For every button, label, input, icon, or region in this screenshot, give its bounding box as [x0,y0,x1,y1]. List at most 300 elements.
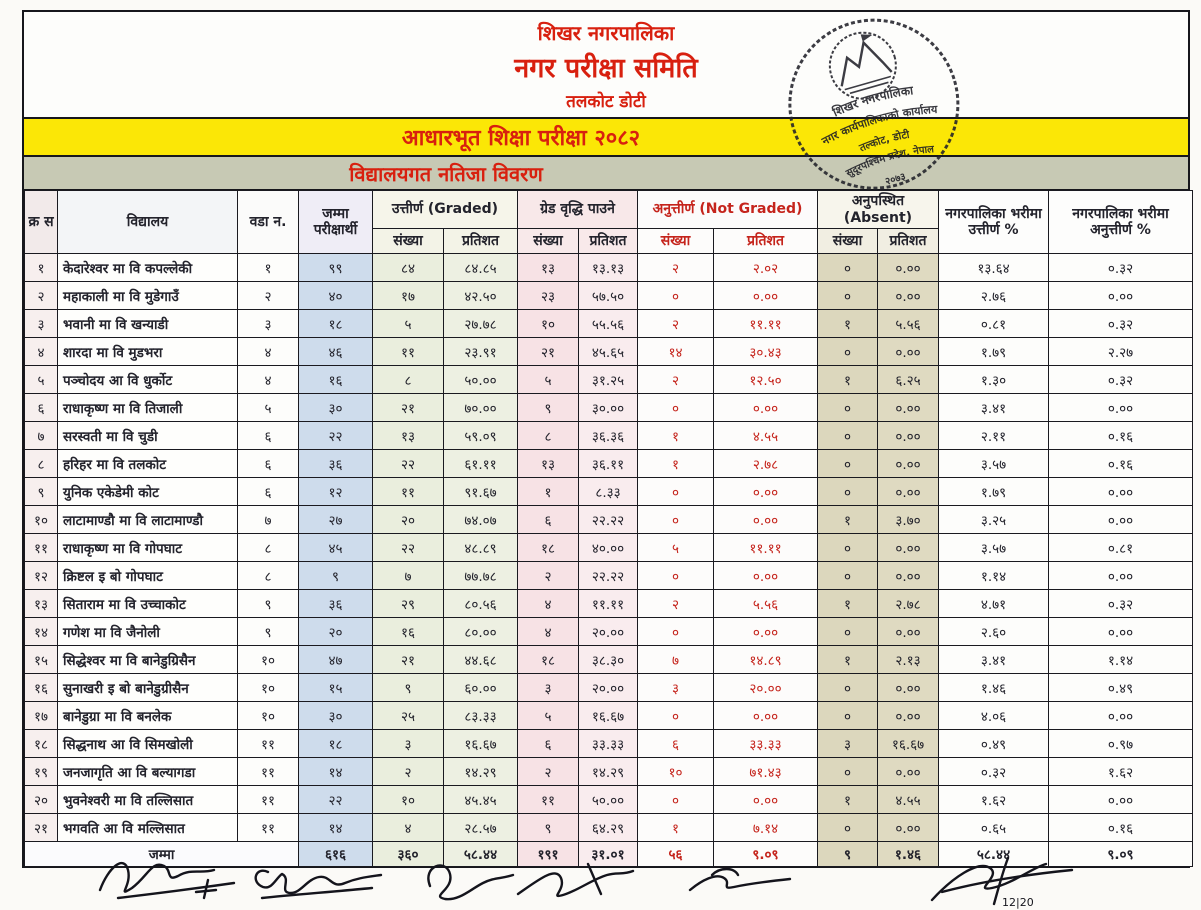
cell: १० [518,310,579,338]
cell: ०.०० [1049,702,1193,730]
cell: १३ [373,422,444,450]
cell: ८४ [373,254,444,282]
cell: २.७८ [714,450,818,478]
cell: २.१३ [878,646,939,674]
cell: २ [638,366,714,394]
cell: २.०२ [714,254,818,282]
cell: १८ [299,730,373,758]
signature-3 [428,865,513,899]
cell: १४.२९ [579,758,638,786]
cell: १६ [373,618,444,646]
cell: ० [638,562,714,590]
cell: २७ [299,506,373,534]
cell: ६ [238,450,299,478]
cell: २०.०० [579,674,638,702]
cell: ३१.२५ [579,366,638,394]
cell: २०.०० [579,618,638,646]
cell: ७ [638,646,714,674]
cell: १३.१३ [579,254,638,282]
cell: ८ [238,562,299,590]
cell: ३३.३३ [714,730,818,758]
cell: १ [818,366,878,394]
cell: भगवति आ वि मल्लिसात [58,814,238,842]
cell: ३.५७ [939,534,1049,562]
cell: ०.०० [714,702,818,730]
cell: ५७.५० [579,282,638,310]
seal-line3: तल्कोट, डोटी [857,128,911,155]
cell: ०.१६ [1049,450,1193,478]
cell: २०.०० [714,674,818,702]
cell: ०.६५ [939,814,1049,842]
table-row [25,254,1193,282]
cell: १.६२ [939,786,1049,814]
cell: ०.०० [878,534,939,562]
cell: १.४६ [939,674,1049,702]
cell: १.३० [939,366,1049,394]
cell: ५०.०० [579,786,638,814]
subheader-graded-count: संख्या [373,229,444,254]
table-row [25,282,1193,310]
cell: सरस्वती मा वि चुडी [58,422,238,450]
cell: २ [25,282,58,310]
table-row [25,366,1193,394]
cell: ०.०० [878,254,939,282]
cell: ० [638,394,714,422]
table-row [25,674,1193,702]
cell: १३ [518,450,579,478]
cell: १ [818,786,878,814]
subheader-absent-count: संख्या [818,229,878,254]
cell: २२ [299,422,373,450]
cell: १४ [299,758,373,786]
cell: ५ [25,366,58,394]
cell: ६ [638,730,714,758]
cell: बानेडुग्रा मा वि बनलेक [58,702,238,730]
cell: १० [373,786,444,814]
cell: २७.७८ [444,310,518,338]
cell: २१ [373,646,444,674]
cell: ३६ [299,590,373,618]
cell: ११ [238,730,299,758]
cell: ० [818,450,878,478]
cell: २ [638,590,714,618]
cell: ०.०० [878,814,939,842]
cell: ८०.०० [444,618,518,646]
subheader-notgraded-count: संख्या [638,229,714,254]
total-cell: ५८.४४ [444,842,518,867]
total-cell: ५६ [638,842,714,867]
cell: २२ [299,786,373,814]
cell: ०.३२ [1049,254,1193,282]
cell: ३६.११ [579,450,638,478]
cell: राधाकृष्ण मा वि तिजाली [58,394,238,422]
results-tbody [25,254,1193,867]
cell: ०.०० [878,422,939,450]
cell: ५०.०० [444,366,518,394]
cell: ०.८१ [939,310,1049,338]
cell: ०.०० [878,702,939,730]
cell: ०.०० [1049,506,1193,534]
cell: २ [638,254,714,282]
cell: १४ [638,338,714,366]
col-header-muni-fail: नगरपालिका भरीमा अनुत्तीर्ण % [1049,191,1193,254]
cell: १६ [299,366,373,394]
cell: ०.०० [714,562,818,590]
total-cell: ९.०९ [1049,842,1193,867]
cell: २१ [25,814,58,842]
cell: १८ [299,310,373,338]
total-cell: ३१.०१ [579,842,638,867]
cell: ३.५७ [939,450,1049,478]
cell: १५ [299,674,373,702]
cell: क्रिष्टल इ बो गोपघाट [58,562,238,590]
result-banner-text: विद्यालयगत नतिजा विवरण [349,161,543,186]
cell: ०.०० [714,506,818,534]
cell: ०.०० [878,282,939,310]
cell: १६ [25,674,58,702]
cell: ११ [518,786,579,814]
subheader-notgraded-percent: प्रतिशत [714,229,818,254]
result-banner [24,157,1188,191]
cell: ११.११ [714,534,818,562]
cell: जनजागृति आ वि बल्यागडा [58,758,238,786]
cell: ८०.५६ [444,590,518,618]
cell: महाकाली मा वि मुडेगाउँ [58,282,238,310]
subheader-graded-percent: प्रतिशत [444,229,518,254]
cell: १३ [518,254,579,282]
scanned-result-sheet [22,10,1190,868]
cell: ०.०० [878,478,939,506]
cell: ९ [299,562,373,590]
cell: ५.५६ [878,310,939,338]
cell: गणेश मा वि जैनोली [58,618,238,646]
table-row [25,590,1193,618]
cell: ८ [518,422,579,450]
cell: ०.३२ [939,758,1049,786]
cell: १ [518,478,579,506]
cell: ३.७० [878,506,939,534]
cell: ४२.५० [444,282,518,310]
cell: ३ [638,674,714,702]
signature-6 [932,858,1072,909]
cell: ३०.४३ [714,338,818,366]
cell: १० [238,646,299,674]
cell: ०.०० [878,674,939,702]
table-row [25,618,1193,646]
cell: १२ [299,478,373,506]
cell: ० [818,814,878,842]
signature-5 [690,869,790,890]
cell: ३० [299,702,373,730]
cell: ० [818,394,878,422]
col-header-ward: वडा न. [238,191,299,254]
total-cell: १.४६ [878,842,939,867]
col-header-grade-increase: ग्रेड वृद्धि पाउने [518,191,638,229]
cell: सिद्धनाथ आ वि सिमखोली [58,730,238,758]
cell: ७७.७८ [444,562,518,590]
cell: ४५.४५ [444,786,518,814]
cell: ९९ [299,254,373,282]
subheader-gradeup-count: संख्या [518,229,579,254]
signature-4 [518,864,633,896]
cell: ८ [25,450,58,478]
cell: ४५.६५ [579,338,638,366]
cell: २२ [373,534,444,562]
cell: ०.३२ [1049,310,1193,338]
cell: ६४.२९ [579,814,638,842]
cell: २.६० [939,618,1049,646]
cell: ८ [238,534,299,562]
cell: २.२७ [1049,338,1193,366]
cell: २ [518,758,579,786]
cell: ४८.८९ [444,534,518,562]
exam-banner [24,117,1188,157]
cell: ६ [238,478,299,506]
cell: ३ [518,674,579,702]
cell: ५ [518,702,579,730]
cell: २.७६ [939,282,1049,310]
cell: ३०.०० [579,394,638,422]
subheader-absent-percent: प्रतिशत [878,229,939,254]
cell: ७ [25,422,58,450]
cell: सिद्धेश्वर मा वि बानेडुग्रिसैन [58,646,238,674]
cell: १४ [299,814,373,842]
cell: ९ [518,814,579,842]
total-cell: ५८.४४ [939,842,1049,867]
cell: १४.२९ [444,758,518,786]
table-row [25,310,1193,338]
letterhead [24,12,1188,117]
cell: ९ [373,674,444,702]
cell: ० [818,562,878,590]
cell: १ [818,506,878,534]
cell: ५.५६ [714,590,818,618]
cell: ९ [518,394,579,422]
cell: ० [638,506,714,534]
cell: ४.५५ [714,422,818,450]
cell: ७ [238,506,299,534]
table-row [25,758,1193,786]
cell: ३६ [299,450,373,478]
cell: ११ [238,786,299,814]
signature-1 [100,863,234,898]
cell: ३.४१ [939,646,1049,674]
cell: ४ [238,366,299,394]
cell: ०.०० [714,618,818,646]
cell: ७०.०० [444,394,518,422]
cell: १७ [25,702,58,730]
cell: ०.०० [878,338,939,366]
cell: भवानी मा वि खन्याडी [58,310,238,338]
cell: १३ [25,590,58,618]
table-row [25,786,1193,814]
cell: १९ [25,758,58,786]
cell: ०.४९ [939,730,1049,758]
table-row [25,394,1193,422]
cell: १ [818,590,878,618]
cell: ० [818,674,878,702]
cell: १ [638,450,714,478]
signatures-strip [0,848,1201,910]
cell: ० [638,618,714,646]
cell: ०.०० [878,450,939,478]
cell: १ [238,254,299,282]
cell: २१ [518,338,579,366]
cell: ३ [238,310,299,338]
table-row [25,814,1193,842]
col-header-not-graded: अनुत्तीर्ण (Not Graded) [638,191,818,229]
cell: ४० [299,282,373,310]
cell: १३.६४ [939,254,1049,282]
cell: २१ [373,394,444,422]
cell: ४०.०० [579,534,638,562]
cell: १६.६७ [444,730,518,758]
cell: ५ [373,310,444,338]
cell: ५ [518,366,579,394]
cell: ४ [518,618,579,646]
cell: १२.५० [714,366,818,394]
cell: पञ्चोदय आ वि धुर्कोट [58,366,238,394]
cell: १ [25,254,58,282]
cell: २२.२२ [579,506,638,534]
cell: १० [25,506,58,534]
exam-banner-text: आधारभूत शिक्षा परीक्षा २०८२ [401,126,641,151]
cell: ४७ [299,646,373,674]
cell: ० [818,758,878,786]
cell: १५ [25,646,58,674]
cell: ० [818,254,878,282]
cell: युनिक एकेडेमी कोट [58,478,238,506]
table-row [25,422,1193,450]
cell: २.११ [939,422,1049,450]
cell: भुवनेश्वरी मा वि तल्लिसात [58,786,238,814]
cell: २० [373,506,444,534]
col-header-muni-pass: नगरपालिका भरीमा उत्तीर्ण % [939,191,1049,254]
cell: १.६२ [1049,758,1193,786]
cell: ४६ [299,338,373,366]
cell: ६ [518,506,579,534]
cell: ०.३२ [1049,366,1193,394]
cell: ०.०० [714,394,818,422]
cell: ७४.०७ [444,506,518,534]
table-row [25,730,1193,758]
cell: ७१.४३ [714,758,818,786]
table-row [25,478,1193,506]
municipality-title: शिखर नगरपालिका [537,21,675,45]
cell: २ [638,310,714,338]
location-subtitle: तलकोट डोटी [566,92,646,112]
cell: लाटामाण्डौ मा वि लाटामाण्डौ [58,506,238,534]
cell: ७ [373,562,444,590]
col-header-absent: अनुपस्थित (Absent) [818,191,939,229]
cell: १८ [518,534,579,562]
table-row [25,646,1193,674]
table-row [25,506,1193,534]
cell: ८ [373,366,444,394]
cell: ६.२५ [878,366,939,394]
cell: ० [818,534,878,562]
cell: ९१.६७ [444,478,518,506]
cell: ०.०० [714,282,818,310]
cell: ०.०० [878,562,939,590]
cell: १ [818,310,878,338]
cell: ४४.६८ [444,646,518,674]
cell: ०.१६ [1049,422,1193,450]
seal-year: २०७३ [883,171,908,188]
table-row [25,534,1193,562]
cell: १४.८९ [714,646,818,674]
cell: २५ [373,702,444,730]
total-cell: ६१६ [299,842,373,867]
cell: ४ [25,338,58,366]
cell: ४.०६ [939,702,1049,730]
cell: २ [373,758,444,786]
cell: २ [238,282,299,310]
cell: ०.९७ [1049,730,1193,758]
cell: १८ [518,646,579,674]
cell: ४.५५ [878,786,939,814]
cell: ०.०० [714,786,818,814]
cell: ७.१४ [714,814,818,842]
seal-line4: सुदूरपश्चिम प्रदेश, नेपाल [844,144,935,180]
cell: ० [818,478,878,506]
cell: ४.७१ [939,590,1049,618]
cell: ० [818,618,878,646]
cell: ११.११ [579,590,638,618]
cell: ० [638,282,714,310]
cell: २९ [373,590,444,618]
cell: ५५.५६ [579,310,638,338]
cell: २.७८ [878,590,939,618]
cell: केदारेश्वर मा वि कपल्लेकी [58,254,238,282]
cell: ० [638,786,714,814]
cell: ३.४१ [939,394,1049,422]
total-cell: ९ [818,842,878,867]
cell: सुनाखरी इ बो बानेडुग्रीसैन [58,674,238,702]
cell: ० [818,422,878,450]
subheader-gradeup-percent: प्रतिशत [579,229,638,254]
table-row [25,450,1193,478]
cell: ४ [238,338,299,366]
cell: ३ [818,730,878,758]
cell: १० [238,674,299,702]
cell: १२ [25,562,58,590]
cell: १ [818,646,878,674]
cell: ०.०० [878,758,939,786]
total-cell: १९१ [518,842,579,867]
cell: ९ [25,478,58,506]
total-cell: ३६० [373,842,444,867]
cell: २२.२२ [579,562,638,590]
cell: ०.१६ [1049,814,1193,842]
cell: ३.२५ [939,506,1049,534]
cell: २३ [518,282,579,310]
cell: १ [638,814,714,842]
cell: २८.५७ [444,814,518,842]
cell: ३ [25,310,58,338]
seal-line2: नगर कार्यपालिकाको कार्यालय [819,102,938,148]
cell: ४ [518,590,579,618]
cell: ०.०० [1049,478,1193,506]
col-header-graded: उत्तीर्ण (Graded) [373,191,518,229]
cell: ८३.३३ [444,702,518,730]
cell: ६ [238,422,299,450]
cell: राधाकृष्ण मा वि गोपघाट [58,534,238,562]
table-row [25,338,1193,366]
cell: शारदा मा वि मुडभरा [58,338,238,366]
cell: ०.०० [1049,282,1193,310]
cell: २३.९१ [444,338,518,366]
